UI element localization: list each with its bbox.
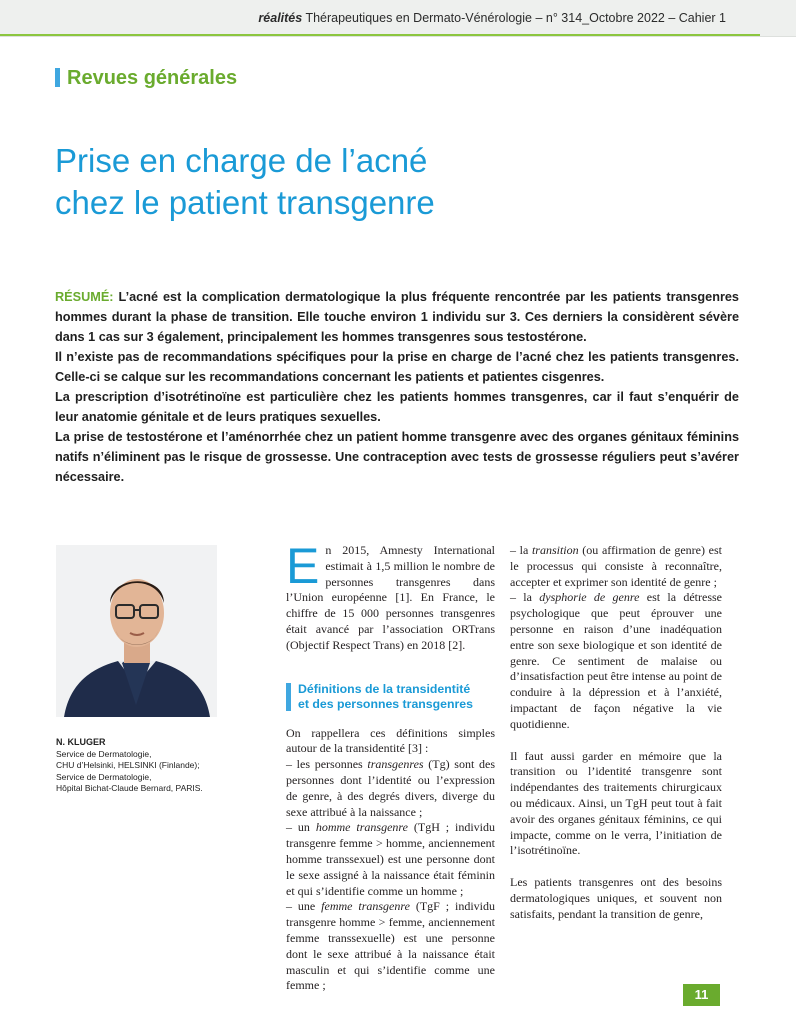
definition-term: transgenres xyxy=(367,757,424,772)
author-portrait xyxy=(56,545,217,717)
subheading xyxy=(286,682,495,712)
section-label-bar xyxy=(55,68,60,87)
body-column-1 xyxy=(286,538,496,994)
body-paragraph: Il faut aussi garder en mémoire que la transition ou l’identité transgenre sont indépendantes des traitements chirurgicaux ou médicaux. Ainsi, un TgH peut tout à fait avoir des organes génitaux féminins, ce qui impacte, comme on le verra, l’initiation de l’isotrétinoïne. xyxy=(510,748,722,858)
intro-text: n 2015, Amnesty International estimait à 1,5 million le nombre de personnes transgenres dans l’Union européenne [1]. En France, le chiffre de 15 000 personnes transgenres était avancé par l’association ORTrans (Objectif Respect Trans) en 2018 [2]. xyxy=(286,543,495,652)
definition-item xyxy=(286,899,495,994)
paragraph-gap xyxy=(510,859,722,875)
definition-text: – la xyxy=(510,543,532,557)
title-line-1: Prise en charge de l’acné xyxy=(55,142,428,179)
journal-brand: réalités xyxy=(258,11,303,25)
definition-text: – un xyxy=(286,820,316,835)
definition-item xyxy=(286,820,495,899)
journal-header xyxy=(258,11,726,25)
intro-paragraph xyxy=(286,538,495,654)
definition-text: (Tg) sont des personnes dont l’identité ou l’expression de genre, à des degrés divers, diverge du sexe attribué à la naissance ; xyxy=(286,757,495,819)
definition-text: (ou affirmation de genre) est le processus qui consiste à reconnaître, accepter et exprimer son identité de genre ; xyxy=(510,543,722,589)
definition-text: est la détresse psychologique que peut éprouver une personne en raison d’une inadéquation entre son sexe biologique et son identité de genre. Ce sentiment de malaise ou d’insatisfaction peut être intense au point de conduire à la dépression et à l’anxiété, impactant de façon négative la vie quotidienne. xyxy=(510,590,723,731)
definition-item xyxy=(510,590,722,732)
section-label xyxy=(55,67,237,90)
author-affiliation-line: Hôpital Bichat-Claude Bernard, PARIS. xyxy=(56,783,203,793)
definitions-intro: On rappellera ces définitions simples autour de la transidentité [3] : xyxy=(286,725,495,756)
definition-item xyxy=(286,757,495,820)
subheading-line-1: Définitions de la transidentité xyxy=(298,681,471,696)
title-line-2: chez le patient transgenre xyxy=(55,184,435,221)
definition-text: – une xyxy=(286,899,322,914)
author-block xyxy=(56,737,236,795)
abstract-label: RÉSUMÉ: xyxy=(55,290,114,304)
page-number: 11 xyxy=(683,984,720,1006)
body-paragraph: Les patients transgenres ont des besoins dermatologiques uniques, et souvent non satisfaits, pendant la transition de genre, xyxy=(510,875,722,921)
abstract-paragraph xyxy=(55,287,739,347)
definition-term: homme transgenre xyxy=(315,820,408,835)
running-header xyxy=(0,0,796,37)
definition-text: – la xyxy=(510,590,540,605)
definition-term: transition xyxy=(531,543,579,557)
abstract-text-1: L’acné est la complication dermatologique la plus fréquente rencontrée par les patients transgenres hommes durant la phase de transition. Elle touche environ 1 individu sur 3. Ces derniers la considèrent sévère dans 1 cas sur 3 également, principalement les hommes transgenres sous testostérone. xyxy=(55,290,739,344)
definition-text: (TgH ; individu transgenre femme > homme, anciennement homme transsexuel) est une personne dont le sexe assigné à la naissance était féminin et qui s’identifie comme un homme ; xyxy=(286,820,496,898)
section-label-text: Revues générales xyxy=(67,67,238,89)
author-affiliation-line: Service de Dermatologie, xyxy=(56,748,152,759)
journal-issue: Thérapeutiques en Dermato-Vénérologie – n° 314_Octobre 2022 – Cahier 1 xyxy=(305,11,726,25)
author-name: N. KLUGER xyxy=(56,737,106,747)
paragraph-gap xyxy=(510,733,722,749)
definition-term: dysphorie de genre xyxy=(539,590,640,605)
author-affiliation-line: Service de Dermatologie, xyxy=(56,771,152,782)
author-photo xyxy=(56,545,217,717)
body-column-2 xyxy=(510,543,722,923)
definition-term: femme transgenre xyxy=(321,899,410,914)
drop-cap: E xyxy=(286,538,320,594)
abstract-paragraph: La prise de testostérone et l’aménorrhée chez un patient homme transgenre avec des organes génitaux féminins natifs n’éliminent pas le risque de grossesse. Une contraception avec tests de grossesse réguliers peut s’avérer nécessaire. xyxy=(55,430,739,484)
definition-text: (TgF ; individu transgenre homme > femme, anciennement femme transsexuelle) est une personne dont le sexe attribué à la naissance était masculin et qui s’identifie comme une femme ; xyxy=(286,899,496,993)
subheading-line-2: et des personnes transgenres xyxy=(298,696,473,711)
subheading-bar xyxy=(286,683,291,711)
definition-item xyxy=(510,543,722,590)
abstract-paragraph: La prescription d’isotrétinoïne est particulière chez les patients hommes transgenres, car il faut s’enquérir de leur anatomie génitale et de leurs pratiques sexuelles. xyxy=(55,390,739,424)
abstract-paragraph: Il n’existe pas de recommandations spécifiques pour la prise en charge de l’acné chez les patients transgenres. Celle-ci se calque sur les recommandations concernant les patients et patientes cisgenres. xyxy=(55,350,739,384)
abstract xyxy=(55,287,739,487)
definition-text: – les personnes xyxy=(286,757,368,772)
article-title xyxy=(55,140,695,224)
header-rule xyxy=(0,34,760,36)
author-affiliation-line: CHU d’Helsinki, HELSINKI (Finlande); xyxy=(56,760,200,770)
